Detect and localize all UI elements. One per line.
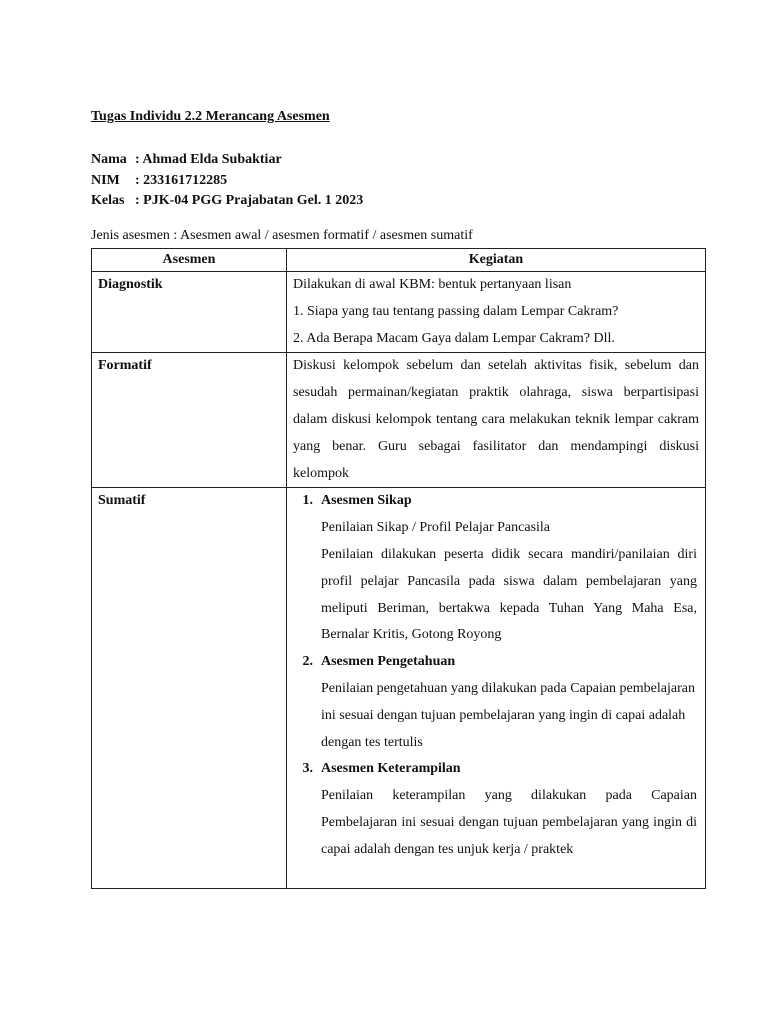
nim-label: NIM [91, 172, 120, 188]
item-body [321, 756, 697, 863]
diagnostik-line: Dilakukan di awal KBM: bentuk pertanyaan lisan [293, 277, 572, 292]
table-header-row [92, 249, 706, 272]
header-kegiatan: Kegiatan [287, 249, 706, 272]
info-row-kelas [91, 191, 363, 212]
formatif-label: Formatif [92, 353, 287, 488]
kelas-label: Kelas [91, 193, 125, 208]
header-asesmen: Asesmen [92, 249, 287, 272]
student-info [91, 150, 363, 212]
table-row-sumatif [92, 488, 706, 889]
item-subtitle: Penilaian Sikap / Profil Pelajar Pancasila [321, 520, 551, 536]
table-row-diagnostik [92, 272, 706, 353]
info-row-nama [91, 150, 363, 171]
sumatif-item-keterampilan [287, 756, 697, 863]
sumatif-content [287, 488, 706, 889]
table-row-formatif [92, 353, 706, 488]
diagnostik-line: 1. Siapa yang tau tentang passing dalam Lempar Cakram? [293, 303, 619, 319]
item-number: 1. [302, 493, 313, 509]
nama-label: Nama [91, 152, 127, 167]
diagnostik-label: Diagnostik [92, 272, 287, 353]
item-text: Penilaian pengetahuan yang dilakukan pada Capaian pembelajaran ini sesuai dengan tujuan pembelajaran yang ingin di capai adalah dengan tes tertulis [321, 680, 695, 750]
assessment-table [91, 248, 706, 889]
diagnostik-line: 2. Ada Berapa Macam Gaya dalam Lempar Cakram? Dll. [293, 330, 615, 346]
item-text: Penilaian keterampilan yang dilakukan pada Capaian Pembelajaran ini sesuai dengan tujuan pembelajaran yang ingin di capai adalah dengan tes unjuk kerja / praktek [321, 788, 697, 857]
item-text: Penilaian dilakukan peserta didik secara mandiri/panilaian diri profil pelajar Pancasila pada siswa dalam pembelajaran yang meliputi Beriman, bertakwa kepada Tuhan Yang Maha Esa, Bernalar Kritis, Gotong Royong [321, 546, 697, 643]
sumatif-item-sikap [287, 488, 697, 649]
sumatif-item-pengetahuan [287, 649, 697, 756]
item-body [321, 488, 697, 649]
nim-value: : 233161712285 [135, 172, 228, 188]
kelas-value: : PJK-04 PGG Prajabatan Gel. 1 2023 [135, 193, 364, 208]
sumatif-label: Sumatif [92, 488, 287, 889]
item-number: 2. [302, 654, 313, 670]
item-title: Asesmen Keterampilan [321, 761, 461, 777]
formatif-content: Diskusi kelompok sebelum dan setelah aktivitas fisik, sebelum dan sesudah permainan/kegiatan praktik olahraga, siswa berpartisipasi dalam diskusi kelompok tentang cara melakukan teknik lempar cakram yang benar. Guru sebagai fasilitator dan mendampingi diskusi kelompok [287, 353, 706, 488]
item-title: Asesmen Pengetahuan [321, 654, 456, 670]
item-number: 3. [302, 761, 313, 777]
document-title: Tugas Individu 2.2 Merancang Asesmen [91, 109, 330, 124]
item-title: Asesmen Sikap [321, 493, 412, 509]
nama-value: : Ahmad Elda Subaktiar [135, 152, 282, 167]
assessment-types-line: Jenis asesmen : Asesmen awal / asesmen formatif / asesmen sumatif [91, 228, 473, 243]
item-body [321, 649, 697, 756]
info-row-nim [91, 171, 363, 192]
diagnostik-content [287, 272, 706, 353]
